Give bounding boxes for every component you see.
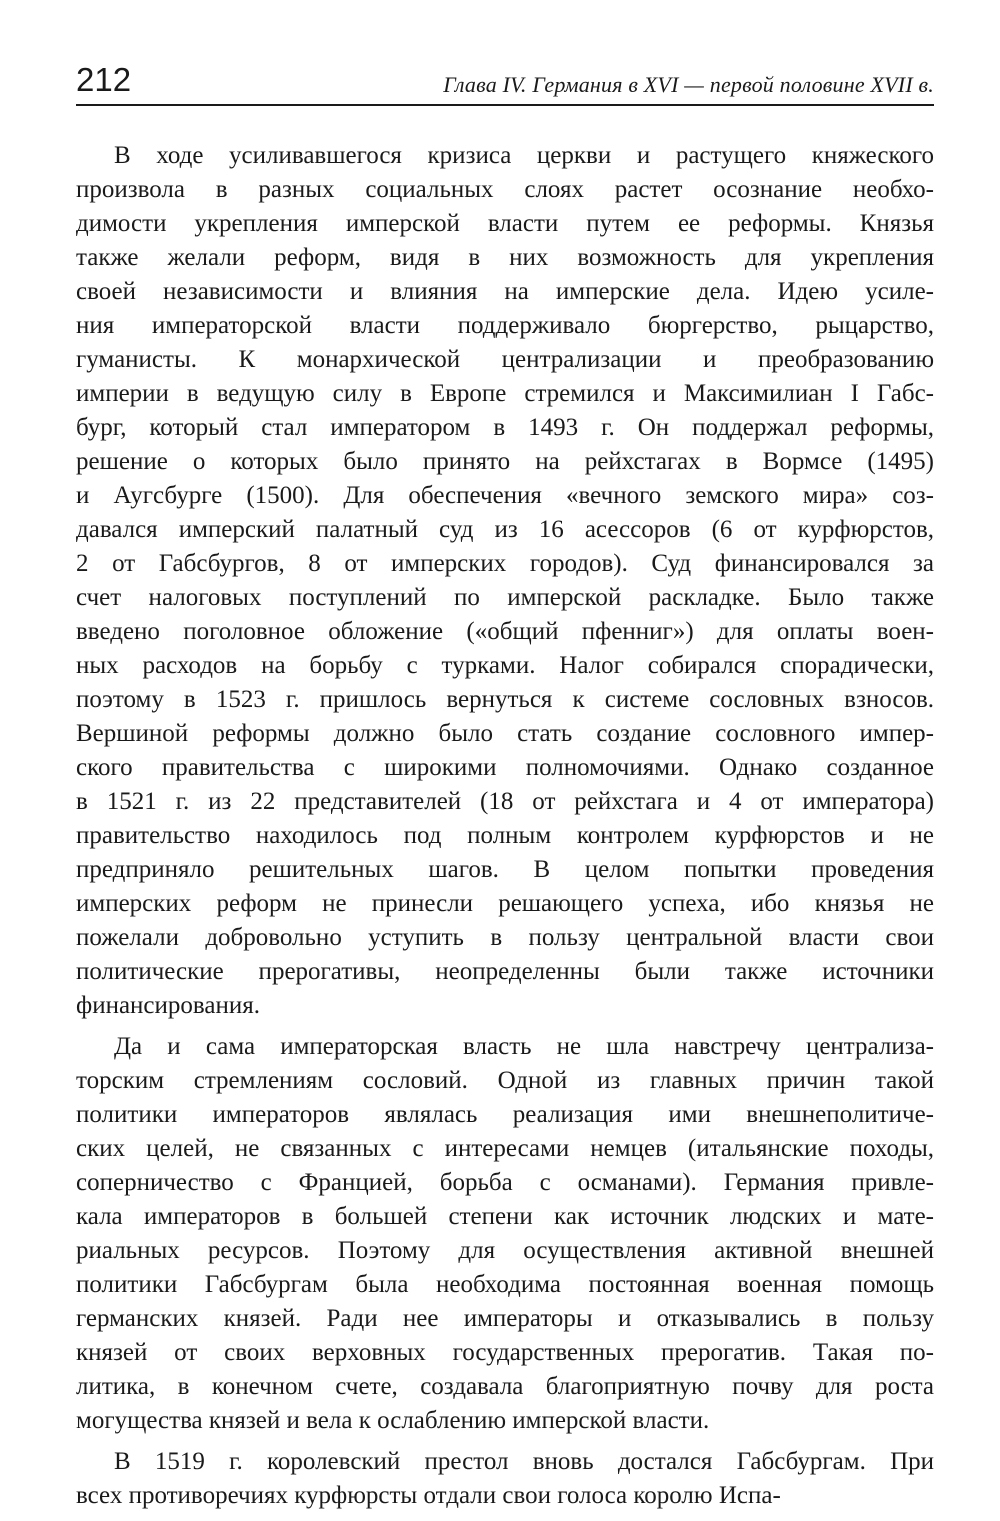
running-head: Глава IV. Германия в XVI — первой половине XVII в.	[443, 72, 934, 97]
text-line: ских целей, не связанных с интересами немцев (итальянские походы,	[76, 1135, 934, 1162]
text-line: Да и сама императорская власть не шла навстречу централиза-	[114, 1033, 934, 1060]
text-line: князей от своих верховных государственных прерогатив. Такая по-	[76, 1339, 934, 1366]
text-line: давался имперский палатный суд из 16 асессоров (6 от курфюрстов,	[76, 516, 934, 543]
text-line: политики Габсбургам была необходима постоянная военная помощь	[76, 1271, 934, 1298]
text-line: решение о которых было принято на рейхстагах в Вормсе (1495)	[76, 448, 934, 475]
paragraph	[76, 139, 934, 1023]
text-line: правительство находилось под полным контролем курфюрстов и не	[76, 822, 934, 849]
page-number: 212	[76, 61, 132, 98]
paragraph	[76, 1445, 934, 1513]
text-line: В 1519 г. королевский престол вновь достался Габсбургам. При	[114, 1448, 934, 1475]
text-line: ния императорской власти поддерживало бюргерство, рыцарство,	[76, 312, 934, 339]
text-line: также желали реформ, видя в них возможность для укрепления	[76, 244, 934, 271]
paragraph	[76, 1030, 934, 1438]
text-line: кала императоров в большей степени как источник людских и мате-	[76, 1203, 934, 1230]
text-line: димости укрепления имперской власти путем ее реформы. Князья	[76, 210, 934, 237]
text-line: ского правительства с широкими полномочиями. Однако созданное	[76, 754, 934, 781]
text-line: торским стремлениям сословий. Одной из главных причин такой	[76, 1067, 934, 1094]
text-line: политические прерогативы, неопределенны были также источники	[76, 958, 934, 985]
text-line: счет налоговых поступлений по имперской раскладке. Было также	[76, 584, 934, 611]
text-line: литика, в конечном счете, создавала благоприятную почву для роста	[76, 1373, 934, 1400]
text-line: Вершиной реформы должно было стать создание сословного импер-	[76, 720, 934, 747]
text-line: соперничество с Францией, борьба с османами). Германия привле-	[76, 1169, 934, 1196]
text-line: гуманисты. К монархической централизации и преобразованию	[76, 346, 934, 373]
text-line: введено поголовное обложение («общий пфенниг») для оплаты воен-	[76, 618, 934, 645]
text-line: могущества князей и вела к ослаблению имперской власти.	[76, 1407, 710, 1434]
text-line: 2 от Габсбургов, 8 от имперских городов). Суд финансировался за	[76, 550, 934, 577]
text-line: политики императоров являлась реализация ими внешнеполитиче-	[76, 1101, 934, 1128]
text-line: германских князей. Ради нее императоры и отказывались в пользу	[76, 1305, 934, 1332]
text-line: ных расходов на борьбу с турками. Налог собирался спорадически,	[76, 652, 934, 679]
body-text	[76, 139, 934, 1520]
text-line: произвола в разных социальных слоях растет осознание необхо-	[76, 176, 934, 203]
text-line: и Аугсбурге (1500). Для обеспечения «вечного земского мира» соз-	[76, 482, 934, 509]
text-line: В ходе усиливавшегося кризиса церкви и растущего княжеского	[114, 142, 934, 169]
text-line: риальных ресурсов. Поэтому для осуществления активной внешней	[76, 1237, 934, 1264]
text-line: империи в ведущую силу в Европе стремился и Максимилиан I Габс-	[76, 380, 934, 407]
text-line: пожелали добровольно уступить в пользу центральной власти свои	[76, 924, 934, 951]
text-line: финансирования.	[76, 992, 260, 1019]
text-line: бург, который стал императором в 1493 г. Он поддержал реформы,	[76, 414, 934, 441]
text-line: своей независимости и влияния на имперские дела. Идею усиле-	[76, 278, 934, 305]
text-line: всех противоречиях курфюрсты отдали свои голоса королю Испа-	[76, 1482, 781, 1509]
text-line: поэтому в 1523 г. пришлось вернуться к системе сословных взносов.	[76, 686, 934, 713]
text-line: предприняло решительных шагов. В целом попытки проведения	[76, 856, 934, 883]
page-header	[76, 60, 934, 100]
text-line: в 1521 г. из 22 представителей (18 от рейхстага и 4 от императора)	[76, 788, 934, 815]
text-line: имперских реформ не принесли решающего успеха, ибо князья не	[76, 890, 934, 917]
header-rule	[76, 104, 934, 106]
